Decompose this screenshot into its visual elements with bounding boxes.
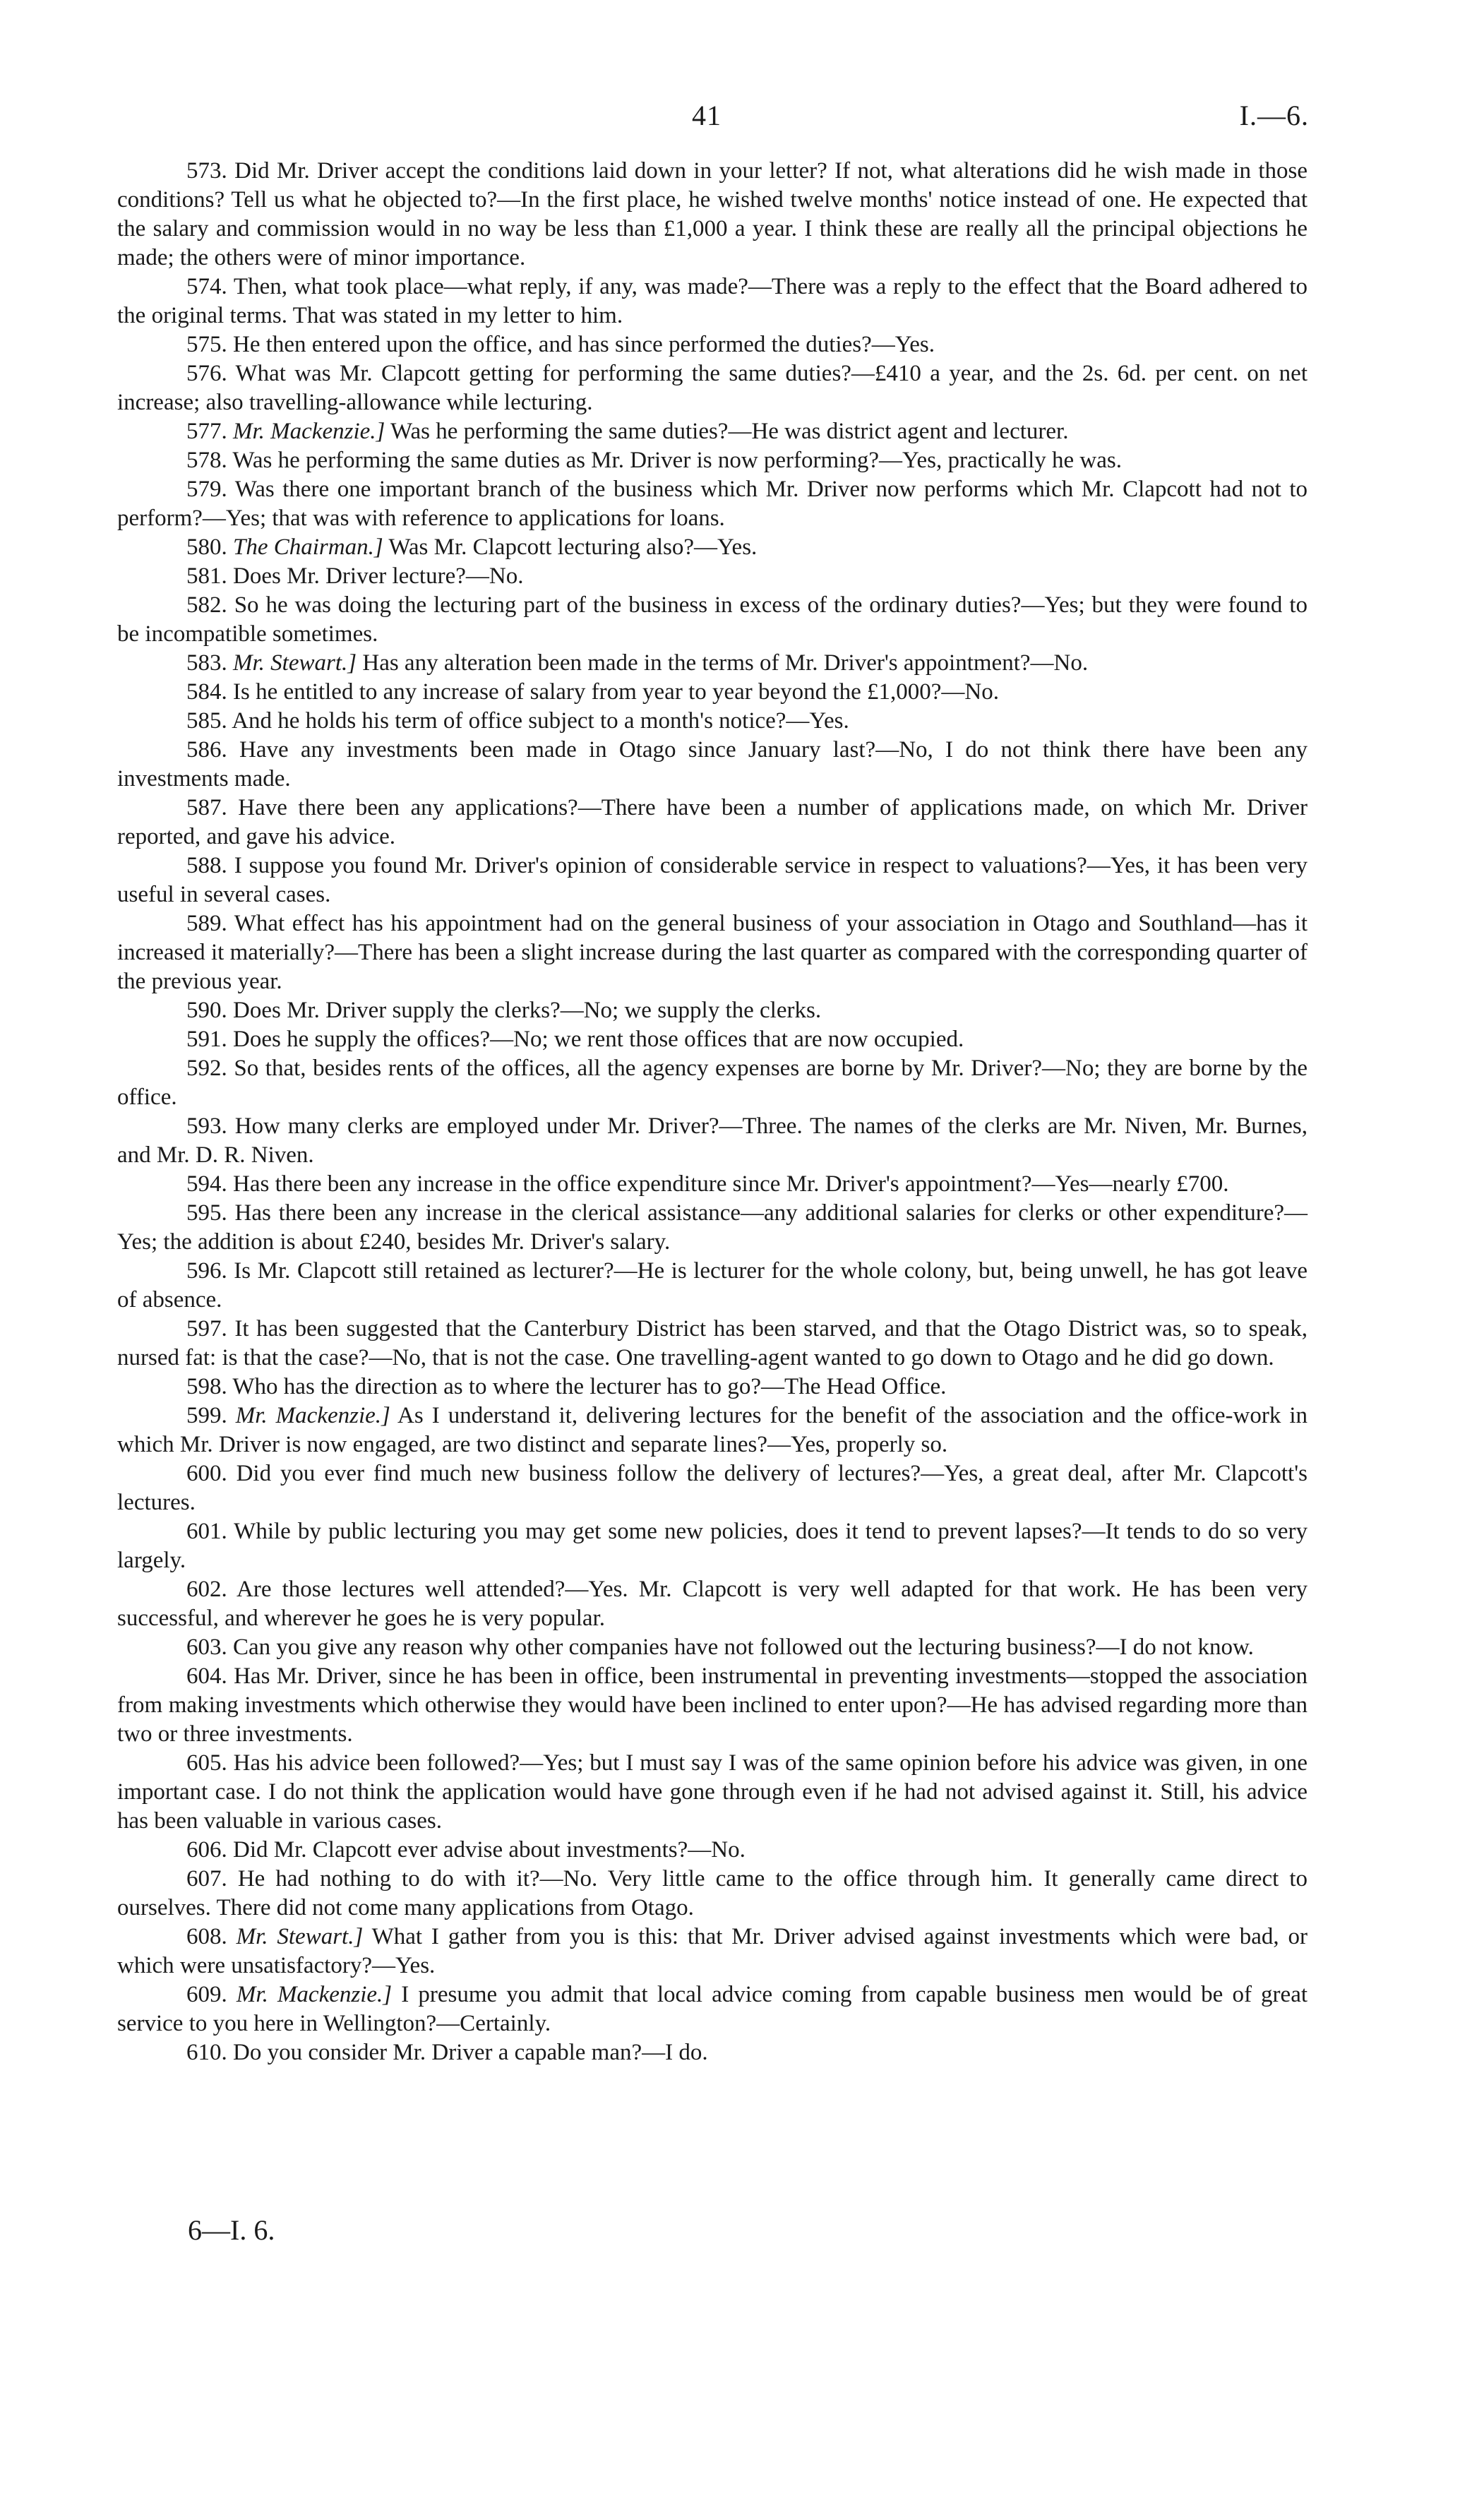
testimony-paragraph [117, 1517, 1308, 1575]
testimony-paragraph [117, 562, 1308, 591]
question-answer-text: And he holds his term of office subject to a month's notice?—Yes. [232, 708, 849, 734]
question-number: 605. [186, 1750, 227, 1776]
question-answer-text: I presume you admit that local advice coming from capable business men would be of great service to you here in Wellington?—Certainly. [117, 1982, 1308, 2036]
testimony-paragraph [117, 2038, 1308, 2067]
testimony-paragraph [117, 851, 1308, 909]
question-answer-text: Is he entitled to any increase of salary from year to year beyond the £1,000?—No. [233, 679, 999, 705]
testimony-paragraph [117, 678, 1308, 707]
question-answer-text: So he was doing the lecturing part of the business in excess of the ordinary duties?—Yes; but they were found to be incompatible sometimes. [117, 592, 1308, 647]
question-number: 585. [186, 708, 227, 734]
question-number: 607. [186, 1866, 227, 1892]
question-answer-text: So that, besides rents of the offices, all the agency expenses are borne by Mr. Driver?—No; they are borne by the office. [117, 1056, 1308, 1110]
question-answer-text: Has Mr. Driver, since he has been in office, been instrumental in preventing investments—stopped the association from making investments which otherwise they would have been inclined to enter upon?—He has advised regarding more than two or three investments. [117, 1663, 1308, 1747]
question-number: 579. [186, 477, 227, 502]
question-answer-text: What effect has his appointment had on the general business of your association in Otago and Southland—has it increased it materially?—There has been a slight increase during the last quarter as compared with the corresponding quarter of the previous year. [117, 911, 1308, 994]
question-answer-text: Do you consider Mr. Driver a capable man?—I do. [233, 2040, 708, 2065]
question-number: 595. [186, 1200, 227, 1226]
testimony-paragraph [117, 475, 1308, 533]
question-number: 597. [186, 1316, 227, 1341]
question-number: 608. [186, 1924, 227, 1949]
testimony-paragraph [117, 273, 1308, 330]
question-number: 582. [186, 592, 227, 618]
testimony-paragraph [117, 330, 1308, 359]
testimony-paragraph [117, 909, 1308, 996]
question-number: 583. [186, 650, 227, 676]
speaker-label: Mr. Stewart.] [236, 1924, 364, 1949]
question-answer-text: What I gather from you is this: that Mr. Driver advised against investments which were bad, or which were unsatisfactory?—Yes. [117, 1924, 1308, 1978]
question-answer-text: While by public lecturing you may get some new policies, does it tend to prevent lapses?—It tends to do so very largely. [117, 1519, 1308, 1573]
question-number: 606. [186, 1837, 227, 1863]
testimony-paragraph [117, 1749, 1308, 1836]
testimony-paragraph [117, 157, 1308, 273]
question-answer-text: Who has the direction as to where the lecturer has to go?—The Head Office. [232, 1374, 947, 1399]
question-number: 574. [186, 274, 227, 299]
question-number: 581. [186, 563, 227, 589]
testimony-paragraph [117, 1112, 1308, 1170]
question-answer-text: Was he performing the same duties as Mr. Driver is now performing?—Yes, practically he was. [232, 448, 1122, 473]
speaker-label: Mr. Mackenzie.] [236, 1982, 393, 2007]
question-answer-text: Has there been any increase in the office expenditure since Mr. Driver's appointment?—Yes—nearly £700. [233, 1171, 1229, 1197]
page-number: 41 [692, 100, 722, 131]
question-number: 593. [186, 1113, 227, 1139]
testimony-paragraph [117, 1199, 1308, 1257]
question-answer-text: Does he supply the offices?—No; we rent those offices that are now occupied. [233, 1027, 964, 1052]
question-answer-text: Have there been any applications?—There have been a number of applications made, on which Mr. Driver reported, and gave his advice. [117, 795, 1308, 849]
question-number: 576. [186, 361, 227, 386]
question-answer-text: Can you give any reason why other companies have not followed out the lecturing business?—I do not know. [233, 1635, 1254, 1660]
question-answer-text: Does Mr. Driver supply the clerks?—No; we supply the clerks. [233, 998, 822, 1023]
question-number: 580. [186, 534, 227, 560]
question-answer-text: Does Mr. Driver lecture?—No. [233, 563, 524, 589]
question-number: 590. [186, 998, 227, 1023]
testimony-paragraph [117, 1662, 1308, 1749]
question-answer-text: Then, what took place—what reply, if any, was made?—There was a reply to the effect that the Board adhered to the original terms. That was stated in my letter to him. [117, 274, 1308, 328]
question-number: 589. [186, 911, 227, 936]
question-number: 609. [186, 1982, 227, 2007]
question-number: 584. [186, 679, 227, 705]
testimony-paragraph [117, 736, 1308, 794]
question-answer-text: He then entered upon the office, and has since performed the duties?—Yes. [233, 332, 935, 357]
question-number: 596. [186, 1258, 227, 1284]
testimony-paragraph [117, 1402, 1308, 1459]
signature-mark: 6—I. 6. [188, 2214, 275, 2246]
question-answer-text: How many clerks are employed under Mr. Driver?—Three. The names of the clerks are Mr. Niven, Mr. Burnes, and Mr. D. R. Niven. [117, 1113, 1308, 1168]
speaker-label: Mr. Mackenzie.] [235, 1403, 390, 1428]
question-answer-text: Have any investments been made in Otago since January last?—No, I do not think there have been any investments made. [117, 737, 1308, 791]
question-number: 600. [186, 1461, 227, 1486]
testimony-paragraph [117, 591, 1308, 649]
testimony-paragraph [117, 446, 1308, 475]
question-answer-text: Are those lectures well attended?—Yes. Mr. Clapcott is very well adapted for that work. He has been very successful, and wherever he goes he is very popular. [117, 1577, 1308, 1631]
question-number: 599. [186, 1403, 227, 1428]
question-number: 577. [186, 419, 227, 444]
question-number: 573. [186, 158, 227, 184]
question-answer-text: Did you ever find much new business follow the delivery of lectures?—Yes, a great deal, after Mr. Clapcott's lectures. [117, 1461, 1308, 1515]
testimony-paragraph [117, 1980, 1308, 2038]
testimony-paragraph [117, 649, 1308, 678]
question-number: 603. [186, 1635, 227, 1660]
question-number: 598. [186, 1374, 227, 1399]
testimony-paragraph [117, 707, 1308, 736]
question-answer-text: Did Mr. Driver accept the conditions laid down in your letter? If not, what alterations did he wish made in those conditions? Tell us what he objected to?—In the first place, he wished twelve months' notice instead of one. He expected that the salary and commission would in no way be less than £1,000 a year. I think these are really all the principal objections he made; the others were of minor importance. [117, 158, 1308, 270]
testimony-paragraph [117, 1054, 1308, 1112]
question-number: 594. [186, 1171, 227, 1197]
question-answer-text: As I understand it, delivering lectures for the benefit of the association and the office-work in which Mr. Driver is now engaged, are two distinct and separate lines?—Yes, properly so. [117, 1403, 1308, 1457]
question-answer-text: Was Mr. Clapcott lecturing also?—Yes. [388, 534, 758, 560]
question-number: 610. [186, 2040, 227, 2065]
question-answer-text: It has been suggested that the Canterbury District has been starved, and that the Otago District was, so to speak, nursed fat: is that the case?—No, that is not the case. One travelling-agent wanted to go down to Otago and he did go down. [117, 1316, 1308, 1370]
testimony-paragraph [117, 1633, 1308, 1662]
testimony-paragraph [117, 1923, 1308, 1980]
question-number: 602. [186, 1577, 227, 1602]
question-number: 587. [186, 795, 227, 820]
testimony-paragraph [117, 1575, 1308, 1633]
question-number: 586. [186, 737, 227, 763]
testimony-paragraph [117, 996, 1308, 1025]
question-number: 591. [186, 1027, 227, 1052]
question-answer-text: What was Mr. Clapcott getting for performing the same duties?—£410 a year, and the 2s. 6d. per cent. on net increase; also travelling-allowance while lecturing. [117, 361, 1308, 415]
testimony-paragraph [117, 1025, 1308, 1054]
testimony-paragraph [117, 1257, 1308, 1315]
testimony-paragraph [117, 1373, 1308, 1402]
document-reference: I.—6. [1239, 100, 1309, 131]
speaker-label: Mr. Mackenzie.] [233, 419, 385, 444]
question-number: 588. [186, 853, 227, 878]
question-answer-text: Has there been any increase in the clerical assistance—any additional salaries for clerks or other expenditure?—Yes; the addition is about £240, besides Mr. Driver's salary. [117, 1200, 1308, 1255]
question-number: 575. [186, 332, 227, 357]
testimony-paragraph [117, 1170, 1308, 1199]
question-number: 604. [186, 1663, 227, 1689]
testimony-paragraph [117, 794, 1308, 851]
question-answer-text: Was he performing the same duties?—He was district agent and lecturer. [390, 419, 1069, 444]
speaker-label: The Chairman.] [233, 534, 383, 560]
question-answer-text: Has his advice been followed?—Yes; but I must say I was of the same opinion before his advice was given, in one important case. I do not think the application would have gone through even if he had not advised against it. Still, his advice has been valuable in various cases. [117, 1750, 1308, 1834]
question-answer-text: I suppose you found Mr. Driver's opinion of considerable service in respect to valuations?—Yes, it has been very useful in several cases. [117, 853, 1308, 907]
testimony-paragraph [117, 417, 1308, 446]
testimony-paragraph [117, 533, 1308, 562]
document-body [117, 157, 1308, 2067]
question-number: 601. [186, 1519, 227, 1544]
question-number: 578. [186, 448, 227, 473]
question-answer-text: Is Mr. Clapcott still retained as lecturer?—He is lecturer for the whole colony, but, being unwell, he has got leave of absence. [117, 1258, 1308, 1313]
question-answer-text: Has any alteration been made in the terms of Mr. Driver's appointment?—No. [362, 650, 1089, 676]
question-number: 592. [186, 1056, 227, 1081]
testimony-paragraph [117, 1836, 1308, 1865]
speaker-label: Mr. Stewart.] [233, 650, 357, 676]
testimony-paragraph [117, 1459, 1308, 1517]
question-answer-text: He had nothing to do with it?—No. Very little came to the office through him. It generally came direct to ourselves. There did not come many applications from Otago. [117, 1866, 1308, 1920]
question-answer-text: Was there one important branch of the business which Mr. Driver now performs which Mr. Clapcott had not to perform?—Yes; that was with reference to applications for loans. [117, 477, 1308, 531]
question-answer-text: Did Mr. Clapcott ever advise about investments?—No. [233, 1837, 746, 1863]
testimony-paragraph [117, 1315, 1308, 1373]
testimony-paragraph [117, 359, 1308, 417]
testimony-paragraph [117, 1865, 1308, 1923]
